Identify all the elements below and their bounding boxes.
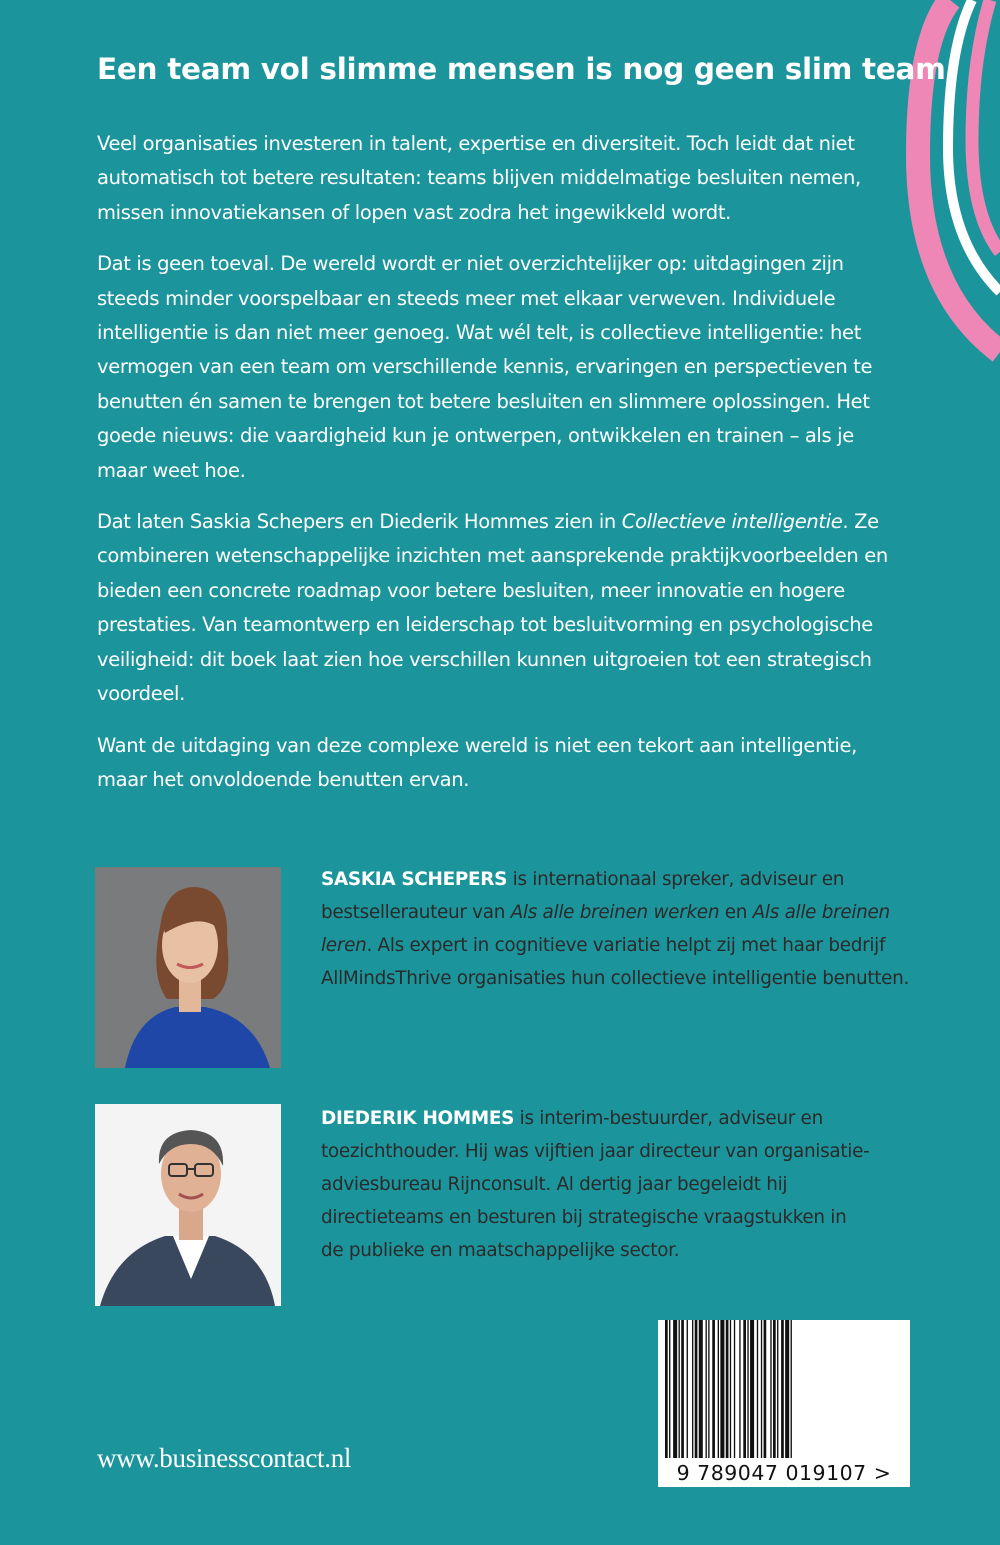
blurb-paragraph-1: Veel organisaties investeren in talent, expertise en diversiteit. Toch leidt dat niet automatisch tot betere resultaten: teams blijven middelmatige besluiten nemen, missen innovatiekansen of lopen vast zodra het ingewikkeld wordt.	[97, 132, 861, 224]
barcode-bar	[761, 1320, 762, 1458]
author-name-saskia: SASKIA SCHEPERS	[321, 869, 508, 890]
barcode-bar	[673, 1320, 677, 1458]
barcode-bar	[791, 1320, 792, 1458]
bio-line-2: toezichthouder. Hij was vijftien jaar directeur van organisatie-	[321, 1141, 870, 1162]
bio-text: is interim-bestuurder, adviseur en	[514, 1108, 823, 1129]
cover-title: Een team vol slimme mensen is nog geen slim team	[97, 52, 946, 86]
barcode-bar	[757, 1320, 758, 1458]
barcode-bar	[764, 1320, 767, 1458]
barcode-bars	[665, 1320, 903, 1458]
barcode-bar	[773, 1320, 776, 1458]
barcode-bar	[679, 1320, 680, 1458]
blurb	[97, 127, 905, 814]
bio-text: en	[719, 902, 753, 923]
book-title: Als alle breinen leren	[321, 902, 890, 956]
blurb-paragraph-4: Want de uitdaging van deze complexe wereld is niet een tekort aan intelligentie, maar het onvoldoende benutten ervan.	[97, 733, 857, 791]
isbn-barcode	[658, 1320, 910, 1487]
barcode-bar	[695, 1320, 698, 1458]
barcode-bar	[669, 1320, 670, 1458]
barcode-bar	[770, 1320, 771, 1458]
book-title-italic: Collectieve intelligentie	[621, 510, 843, 534]
blurb-paragraph-2: Dat is geen toeval. De wereld wordt er niet overzichtelijker op: uitdagingen zijn steeds minder voorspelbaar en steeds meer met elkaar verweven. Individuele intelligentie is dan niet meer genoeg. Wat wél telt, is collectieve intelligentie: het vermogen van een team om verschillende kennis, ervaringen en perspectieven te benutten én samen te brengen tot betere besluiten en slimmere oplossingen. Het goede nieuws: die vaardigheid kun je ontwerpen, ontwikkelen en trainen – als je maar weet hoe.	[97, 252, 873, 482]
barcode-bar	[777, 1320, 778, 1458]
isbn-number: 9 789047 019107 >	[676, 1461, 892, 1485]
bio-line-5: de publieke en maatschappelijke sector.	[321, 1240, 680, 1261]
barcode-bar	[726, 1320, 729, 1458]
author-name-diederik: DIEDERIK HOMMES	[321, 1108, 515, 1129]
barcode-bar	[743, 1320, 746, 1458]
barcode-bar	[747, 1320, 748, 1458]
barcode-bar	[750, 1320, 754, 1458]
barcode-bar	[699, 1320, 703, 1458]
barcode-bar	[712, 1320, 715, 1458]
p3-text-start: Dat laten Saskia Schepers en Diederik Hommes zien in	[97, 510, 622, 534]
blurb-paragraph-3	[97, 505, 905, 711]
inner-pink-arc	[972, 0, 1000, 252]
barcode-bar	[730, 1320, 731, 1458]
barcode-bar	[781, 1320, 784, 1458]
barcode-bar	[687, 1320, 688, 1458]
bio-text: is internationaal spreker, adviseur en bestsellerauteur van	[321, 869, 845, 923]
barcode-bar	[706, 1320, 707, 1458]
bio-text: . Als expert in cognitieve variatie helpt zij met haar bedrijf AllMindsThrive organisaties hun collectieve intelligentie benutten.	[321, 935, 910, 989]
barcode-bar	[681, 1320, 684, 1458]
barcode-bar	[739, 1320, 740, 1458]
author-bio-saskia	[321, 863, 921, 995]
bio-line-1	[321, 1102, 921, 1135]
barcode-bar	[785, 1320, 789, 1458]
bio-line-4: directieteams en besturen bij strategische vraagstukken in	[321, 1207, 847, 1228]
book-title: Als alle breinen werken	[510, 902, 720, 923]
p3-text-end: . Ze combineren wetenschappelijke inzichten met aansprekende praktijkvoorbeelden en bieden een concrete roadmap voor betere besluiten, meer innovatie en hogere prestaties. Van teamontwerp en leiderschap tot besluitvorming en psychologische veiligheid: dit boek laat zien hoe verschillen kunnen uitgroeien tot een strategisch voordeel.	[97, 510, 888, 706]
publisher-url[interactable]: www.businesscontact.nl	[97, 1443, 352, 1473]
diederik-photo	[95, 1104, 281, 1306]
barcode-bar	[720, 1320, 724, 1458]
barcode-bar	[734, 1320, 735, 1458]
saskia-photo	[95, 867, 281, 1068]
barcode-bar	[692, 1320, 693, 1458]
author-bio-diederik	[321, 1102, 921, 1267]
barcode-bar	[665, 1320, 668, 1458]
bio-line-3: adviesbureau Rijnconsult. Al dertig jaar begeleidt hij	[321, 1174, 788, 1195]
barcode-bar	[718, 1320, 719, 1458]
barcode-bar	[708, 1320, 709, 1458]
